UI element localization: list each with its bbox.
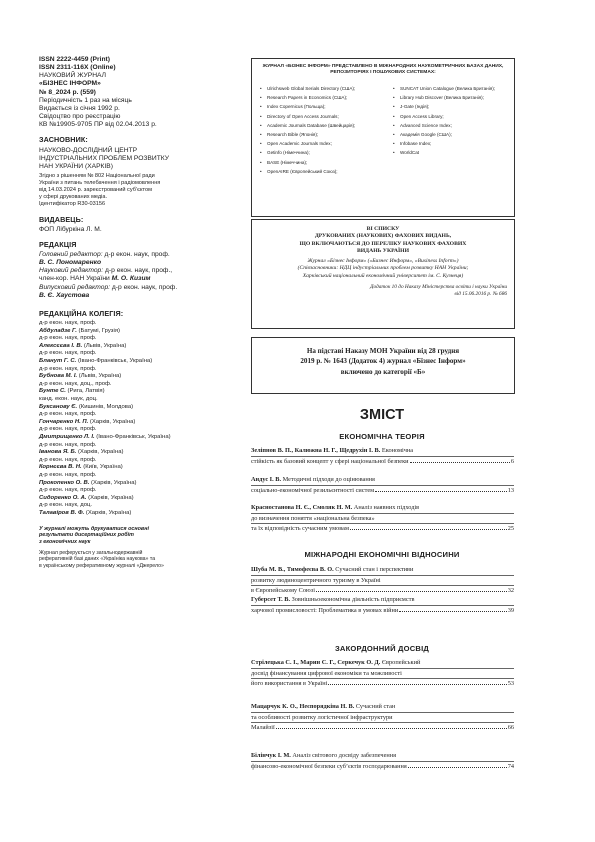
contents-entry-title: його використання в Україні [251,680,328,687]
dot-leader [410,462,510,463]
contents-entry-title: Малайзії [251,724,275,731]
database-item: • Open Access Library; [393,114,508,120]
board-member-name: Прокопенко О. В. [39,479,90,486]
contents-entry-authors: Красностанова Н. Є., Смоляк Н. М. [251,504,353,511]
registration-line-2: КВ №19905-9705 ПР від 02.04.2013 р. [39,121,157,129]
contents-entry-line [251,669,514,680]
contents-entry-title: Сучасний стан [354,703,396,710]
contents-entry-title: до визначення поняття «національна безпека» [251,514,375,522]
contents-entry-line [251,723,514,733]
exec-editor-role: Випусковий редактор: [39,283,111,291]
note-line: У журналі можуть друкуватися основні [39,525,149,532]
database-item: • WorldCat [393,150,508,156]
board-member-place: (Івано-Франківськ, Україна) [94,433,171,440]
board-member-name: Іванова Я. Б. [39,449,77,456]
contents-entry-authors: Білінчук І. М. [251,752,291,759]
contents-entry-title: Зовнішньоекономічна діяльність підприємств [290,596,415,603]
list-body-line: Харківський національний економічний університет ім. С. Кузнеця) [302,272,464,279]
board-member-name: Алексєєва І. В. [39,342,83,349]
board-member [39,404,235,412]
decision-line: Ідентифікатор R30-03156 [39,201,106,208]
database-item: • OpenAIRE (Європейський Союз); [260,169,375,175]
editorial-board [39,320,235,517]
list-title-line: ВИДАНЬ УКРАЇНИ [356,247,410,254]
database-item: • SUNCAT Union Catalogue (Велика Британія); [393,86,508,92]
contents-entry-page: 32 [507,587,514,594]
database-item: • Advanced Science Index; [393,123,508,129]
sci-editor-degree-2: член-кор. НАН України [39,275,112,283]
contents-entry-title: Європейський [380,659,421,666]
board-member-name: Талавіров В. Ф. [39,509,85,516]
ministry-line: 2019 р. № 1643 (Додаток 4) журнал «Бізнес Інформ» [300,357,466,366]
issn-print: ISSN 2222-4459 (Print) [39,56,110,63]
board-member-name: Бубнова М. І. [39,373,78,380]
board-member-place: (Батумі, Грузія) [76,327,120,334]
contents-entry-title: Сучасний стан і перспективи [333,566,414,573]
note-line: реферативній базі даних «Україніка наукова» та [39,556,156,563]
contents-entry-title: харчової промисловості: Проблематика в умовах війни [251,606,399,614]
contents-section-heading: ЕКОНОМІЧНА ТЕОРІЯ [339,432,425,441]
decision-line: України з питань телебачення і радіомовлення [39,180,161,187]
contents-entry-page: 25 [507,525,514,532]
contents-entry-line [251,475,514,486]
databases-box [251,58,515,217]
board-member-degree: д-р екон. наук, проф. [39,426,97,433]
contents-entry-title: Аналіз світового досвіду забезпечення [290,752,397,759]
board-member-place: (Київ, Україна) [81,464,123,471]
dot-leader [276,728,507,729]
contents-entry-line [251,679,514,689]
notes [39,526,235,570]
board-member-place: (Харків, Україна) [88,418,136,425]
contents-entry-line [251,658,514,669]
board-member [39,480,235,488]
contents-entry-line [251,446,514,457]
contents-entry-line [251,595,514,606]
board-member-place: (Харків, Україна) [89,479,137,486]
decision-line: Згідно з рішенням № 802 Національної ради [39,173,155,180]
journal-kind: НАУКОВИЙ ЖУРНАЛ [39,72,107,80]
contents-entry-line [251,713,514,724]
list-body-line: Журнал «Бізнес Інформ» («Бизнес Информ», «Business Inform») [307,258,459,265]
published-since: Видається із січня 1992 р. [39,104,120,112]
board-member-place: (Івано-Франківськ, Україна) [76,358,153,365]
contents-entry-title: Методичні підходи до оцінювання [281,476,375,483]
database-item: • Open Academic Journals Index; [260,141,375,147]
dot-leader [408,767,507,768]
founder-line: НАН УКРАЇНИ (ХАРКІВ) [39,162,113,170]
sci-editor-degree: д-р екон. наук, проф., [103,267,173,275]
board-member [39,449,235,457]
database-item: • Index Copernicus (Польща); [260,104,375,110]
note-line: Журнал реферується у загальнодержавній [39,549,143,556]
contents-entry-line [251,702,514,713]
contents-entry-page: 53 [507,680,514,687]
database-item: • Ulrichsweb Global Serials Directory (США); [260,86,375,92]
registration-line-1: Свідоцтво про реєстрацію [39,113,121,121]
contents-entry-page: 13 [507,486,514,494]
contents-entry-authors: Стрілецька С. І., Марин С. Г., Серкечук О. Д. [251,659,381,666]
list-body-line: (Співзасновники: НДЦ індустріальних проблем розвитку НАН України; [297,265,469,272]
contents-entry-authors: Губерсет Т. В. [251,596,291,603]
note-line: в українському реферативному журналі «Джерело» [39,563,164,570]
board-member-degree: д-р екон. наук, проф. [39,411,97,418]
contents-entry-page: 39 [507,606,514,614]
board-member-degree: канд. екон. наук, доц. [39,396,98,402]
database-item: • Academic Journals Database (Швейцарія); [260,123,375,129]
chief-editor-role: Головний редактор: [39,250,103,258]
contents-entry[interactable] [251,503,514,534]
issn-online: ISSN 2311-116X (Online) [39,64,116,72]
databases-column-2 [375,86,508,178]
board-member [39,343,235,351]
database-item: • Getinfo (Німеччина); [260,150,375,156]
board-member-name: Сидоренко О. А. [39,494,87,501]
contents-entry-line [251,524,514,534]
board-member [39,388,235,396]
list-order-line: від 15.06.2016 р. № 686 [454,291,507,298]
database-item: • Infobase Index; [393,141,508,147]
contents-entry[interactable] [251,658,514,689]
list-title-line: ДРУКОВАНИХ (НАУКОВИХ) ФАХОВИХ ВИДАНЬ, [314,233,452,240]
contents-entry-title: розвитку людиноцентричного туризму в Україні [251,576,381,584]
contents-entry[interactable] [251,702,514,733]
board-member-name: Бунте С. [39,388,66,395]
note-line: з економічних наук [39,539,91,546]
contents-entry-authors: Шуба М. В., Тимофеєва В. О. [251,566,334,573]
board-member-name: Бланут Г. С. [39,358,77,365]
founder-heading: ЗАСНОВНИК: [39,135,88,145]
databases-column-1 [260,86,375,178]
board-member-degree: д-р екон. наук, доц. [39,502,93,509]
board-member [39,373,235,381]
list-order-line: Додаток 10 до Наказу Міністерства освіти і науки України [370,284,507,291]
contents-entry-title: фінансово-економічної безпеки суб’єктів господарювання [251,762,407,770]
sci-editor-role: Науковий редактор: [39,267,104,275]
board-member-degree: д-р екон. наук, проф. [39,441,97,448]
board-member-degree: д-р екон. наук, проф. [39,487,97,494]
issue-number: № 8_2024 р. (559) [39,88,96,96]
contents-entry-line [251,486,514,496]
board-member-degree: д-р екон. наук, проф. [39,471,97,478]
contents-entry-title: досвід фінансування цифрової економіки та можливості [251,669,402,677]
board-member-place: (Львів, Україна) [77,373,122,380]
contents-entry-page: 74 [507,762,514,770]
journal-name: «БІЗНЕС ІНФОРМ» [39,80,101,88]
ministry-category-box [251,337,515,394]
board-member [39,434,235,442]
contents-section-heading: МІЖНАРОДНІ ЕКОНОМІЧНІ ВІДНОСИНИ [304,550,460,559]
board-member-name: Корнєєва В. Н. [39,464,82,471]
contents-entry-line [251,565,514,576]
dot-leader [350,529,507,530]
list-title-line: ВІ СПИСКУ [366,226,400,232]
contents-entry-line [251,576,514,587]
contents-entry-title: в Європейському Союзі [251,587,315,594]
publisher-heading: ВИДАВЕЦЬ: [39,214,84,224]
contents-entry-title: стійкість як базовий концепт у сфері національної безпеки [251,457,409,465]
board-member-place: (Харків, Україна) [76,449,124,456]
database-item: • Research Papers in Economics (США); [260,95,375,101]
note-line: результати дисертаційних робіт [39,532,134,539]
chief-editor-degree: д-р екон. наук, проф. [102,250,170,258]
exec-editor-degree: д-р екон. наук, проф. [110,283,178,291]
dot-leader [399,611,506,612]
board-member [39,358,235,366]
sci-editor-name: М. О. Кизим [111,275,151,283]
contents-entry-authors: Мацарчук К. О., Неєпорядкіна Н. В. [251,703,355,710]
board-member-degree: д-р екон. наук, проф. [39,320,97,327]
contents-entry-line [251,503,514,514]
contents-entry-title: та їх відповідність сучасним умовам [251,525,349,532]
contents-entry-page: 66 [507,724,514,731]
board-member-name: Буксанову Є. [39,403,78,410]
databases-heading: ЖУРНАЛ «БІЗНЕС ІНФОРМ» ПРЕДСТАВЛЕНО В МІЖНАРОДНИХ НАУКОМЕТРИЧНИХ БАЗАХ ДАНИХ, РЕПОЗИТОРІЯХ І ПОШУКОВИХ СИСТЕМАХ: [262,64,504,76]
contents-entry-line [251,514,514,525]
board-member-place: (Харків, Україна) [86,494,134,501]
contents-entry-line [251,606,514,616]
contents-entry-page: 6 [510,457,514,465]
periodicity: Періодичність 1 раз на місяць [39,96,132,104]
dot-leader [328,684,506,685]
ministry-line: включено до категорії «Б» [340,367,426,376]
contents-entry-line [251,751,514,762]
contents-entry-authors: Андус І. В. [251,476,282,483]
founder-line: НАУКОВО-ДОСЛІДНИЙ ЦЕНТР [39,146,138,154]
board-heading: РЕДАКЦІЙНА КОЛЕГІЯ: [39,308,124,318]
board-member [39,495,235,503]
database-item: • J-Gate (Індія); [393,104,508,110]
board-member [39,464,235,472]
database-item: • Library Hub Discover (Велика Британія); [393,95,508,101]
database-item: • Research Bible (Японія); [260,132,375,138]
contents-entry-line [251,762,514,772]
contents-entry-authors: Зеліпнов В. П., Калюжна Н. Г., Щедрухін І. В. [251,447,381,454]
founder-line: ІНДУСТРІАЛЬНИХ ПРОБЛЕМ РОЗВИТКУ [39,154,170,162]
contents-section-heading: ЗАКОРДОННИЙ ДОСВІД [334,644,430,653]
editorial-heading: РЕДАКЦІЯ [39,239,77,249]
dot-leader [316,591,507,592]
board-member-degree: д-р екон. наук, проф. [39,456,97,463]
masthead-column [39,56,235,570]
contents-entry[interactable] [251,446,514,466]
board-member [39,328,235,336]
contents-entry-title: Аналіз наявних підходів [352,504,420,511]
board-member-degree: д-р екон. наук, проф. [39,350,97,357]
database-item: • BASE (Німеччина); [260,160,375,166]
decision-line: від 14.03.2024 р. зареєстрований суб’єктом [39,187,152,194]
board-member-place: (Львів, Україна) [82,342,127,349]
chief-editor-name: В. С. Пономаренко [39,259,102,267]
board-member-place: (Рига, Латвія) [65,388,105,395]
database-item: • Directory of Open Access Journals; [260,114,375,120]
board-member-place: (Кишинів, Молдова) [77,403,134,410]
exec-editor-name: В. Є. Хаустова [39,291,90,299]
publisher-name: ФОП Лібуркіна Л. М. [39,225,102,233]
contents-heading: ЗМІСТ [359,407,405,423]
list-title-line: ЩО ВКЛЮЧАЮТЬСЯ ДО ПЕРЕЛІКУ НАУКОВИХ ФАХОВИХ [299,240,467,247]
board-member-name: Гончаренко Н. П. [39,418,89,425]
contents-entry-title: соціально-економічної резильєнтності систем [251,486,375,494]
professional-list-box [251,219,515,329]
board-member-place: (Харків, Україна) [84,509,132,516]
dot-leader [375,491,507,492]
contents-entry-line [251,457,514,467]
database-item: • Академія Google (США); [393,132,508,138]
decision-line: у сфері друкованих медіа. [39,194,108,201]
board-member-name: Абдуладзе Г. [39,327,77,334]
board-member-degree: д-р екон. наук, проф. [39,335,97,342]
board-member [39,419,235,427]
board-member-degree: д-р екон. наук, проф. [39,365,97,372]
contents-entry[interactable] [251,565,514,596]
contents-entry[interactable] [251,595,514,615]
board-member-degree: д-р екон. наук, доц., проф. [39,380,112,387]
ministry-line: На підставі Наказу МОН України від 28 грудня [306,347,460,355]
contents-entry-title: та особливості розвитку логістичної інфраструктури [251,713,393,721]
contents-entry-title: Економічна [380,447,414,454]
contents-entry[interactable] [251,475,514,495]
contents-entry[interactable] [251,751,514,771]
board-member [39,510,235,518]
board-member-name: Дмитрищенко Л. І. [39,433,95,440]
